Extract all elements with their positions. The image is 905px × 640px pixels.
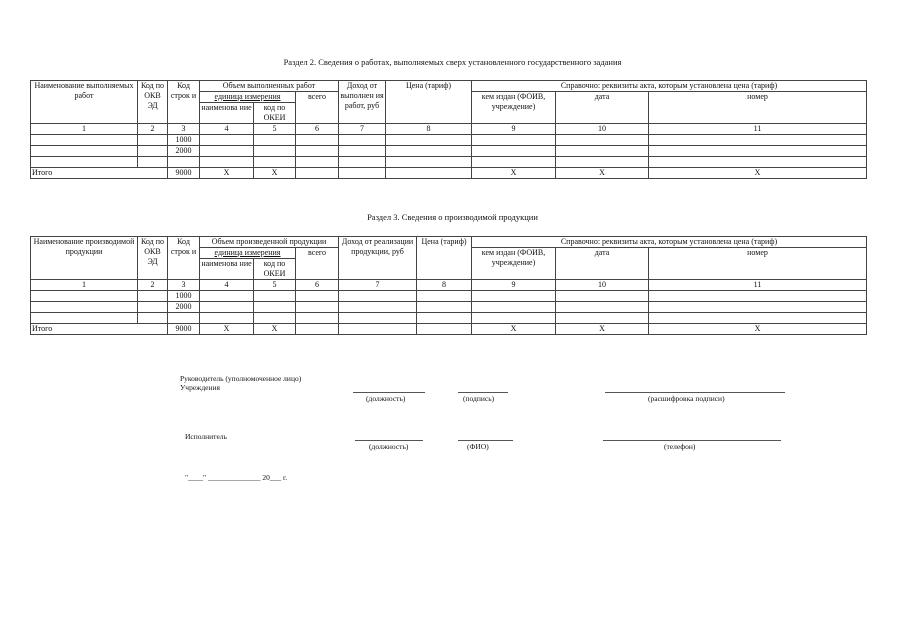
head-label-line2: Учреждения	[180, 383, 220, 392]
row-code	[168, 313, 200, 324]
col-header-reference: Справочно: реквизиты акта, которым установлена цена (тариф)	[472, 237, 867, 248]
col-num: 3	[168, 280, 200, 291]
phone-line	[603, 440, 781, 441]
col-header-unit: единица измерения	[200, 248, 296, 259]
col-num: 8	[386, 124, 472, 135]
total-row	[31, 324, 867, 335]
total-mark: X	[200, 324, 254, 335]
col-header-unit-name: наименова ние	[200, 259, 254, 280]
total-code: 9000	[168, 324, 200, 335]
column-numbers-row	[31, 280, 867, 291]
position-caption: (должность)	[366, 394, 406, 403]
total-mark: X	[200, 168, 254, 179]
col-header-date: дата	[556, 248, 649, 280]
col-header-volume: Объем произведенной продукции	[200, 237, 339, 248]
col-header-okved: Код по ОКВ ЭД	[138, 237, 168, 280]
row-code: 2000	[168, 302, 200, 313]
total-mark: X	[649, 168, 867, 179]
position2-line	[355, 440, 423, 441]
date-line: "____" ______________ 20___ г.	[185, 473, 288, 482]
col-header-reference: Справочно: реквизиты акта, которым установлена цена (тариф)	[472, 81, 867, 92]
table-row	[31, 313, 867, 324]
col-header-date: дата	[556, 92, 649, 124]
col-header-name: Наименование выполняемых работ	[31, 81, 138, 124]
col-header-volume: Объем выполненных работ	[200, 81, 339, 92]
total-mark: X	[556, 168, 649, 179]
col-header-number: номер	[649, 248, 867, 280]
col-header-issuer: кем издан (ФОИВ, учреждение)	[472, 92, 556, 124]
table-row	[31, 157, 867, 168]
total-row	[31, 168, 867, 179]
table-row	[31, 146, 867, 157]
decoding-caption: (расшифровка подписи)	[648, 394, 725, 403]
col-header-unit-code: код по ОКЕИ	[254, 103, 296, 124]
section2-table	[30, 80, 867, 179]
col-num: 5	[254, 280, 296, 291]
row-code	[168, 157, 200, 168]
total-label: Итого	[31, 168, 168, 179]
col-num: 3	[168, 124, 200, 135]
col-header-issuer: кем издан (ФОИВ, учреждение)	[472, 248, 556, 280]
signature-caption: (подпись)	[463, 394, 495, 403]
col-num: 1	[31, 124, 138, 135]
col-num: 6	[296, 124, 339, 135]
table-row	[31, 291, 867, 302]
col-header-okved: Код по ОКВ ЭД	[138, 81, 168, 124]
head-label-line1: Руководитель (уполномоченное лицо)	[180, 374, 302, 383]
total-mark: X	[649, 324, 867, 335]
col-num: 11	[649, 124, 867, 135]
col-num: 9	[472, 124, 556, 135]
col-num: 7	[339, 124, 386, 135]
table-row	[31, 135, 867, 146]
col-num: 9	[472, 280, 556, 291]
col-num: 10	[556, 124, 649, 135]
col-header-total: всего	[296, 248, 339, 280]
col-header-name: Наименование производимой продукции	[31, 237, 138, 280]
col-num: 2	[138, 124, 168, 135]
col-header-income: Доход от выполнен ия работ, руб	[339, 81, 386, 124]
col-header-number: номер	[649, 92, 867, 124]
col-header-total: всего	[296, 92, 339, 124]
total-label: Итого	[31, 324, 168, 335]
section2-title: Раздел 2. Сведения о работах, выполняемых сверх установленного государственного задания	[283, 57, 622, 67]
executor-label: Исполнитель	[185, 432, 227, 441]
section3-table	[30, 236, 867, 335]
decoding-line	[605, 392, 785, 393]
total-mark: X	[472, 168, 556, 179]
col-header-unit-code: код по ОКЕИ	[254, 259, 296, 280]
section3-title: Раздел 3. Сведения о производимой продукции	[367, 212, 538, 222]
fio-line	[458, 440, 513, 441]
col-header-row-code: Код строк и	[168, 237, 200, 280]
col-num: 4	[200, 280, 254, 291]
col-num: 10	[556, 280, 649, 291]
col-num: 5	[254, 124, 296, 135]
col-num: 1	[31, 280, 138, 291]
fio-caption: (ФИО)	[467, 442, 489, 451]
col-header-unit-name: наименова ние	[200, 103, 254, 124]
total-mark: X	[254, 168, 296, 179]
position2-caption: (должность)	[369, 442, 409, 451]
col-header-price: Цена (тариф)	[417, 237, 472, 280]
total-code: 9000	[168, 168, 200, 179]
total-mark: X	[556, 324, 649, 335]
row-code: 2000	[168, 146, 200, 157]
col-num: 2	[138, 280, 168, 291]
col-num: 6	[296, 280, 339, 291]
col-header-row-code: Код строк и	[168, 81, 200, 124]
column-numbers-row	[31, 124, 867, 135]
col-header-unit: единица измерения	[200, 92, 296, 103]
col-header-price: Цена (тариф)	[386, 81, 472, 124]
phone-caption: (телефон)	[664, 442, 696, 451]
position-line	[353, 392, 425, 393]
table-row	[31, 302, 867, 313]
col-num: 4	[200, 124, 254, 135]
row-code: 1000	[168, 135, 200, 146]
total-mark: X	[472, 324, 556, 335]
col-header-income: Доход от реализации продукции, руб	[339, 237, 417, 280]
row-code: 1000	[168, 291, 200, 302]
col-num: 8	[417, 280, 472, 291]
signature-line	[458, 392, 508, 393]
col-num: 7	[339, 280, 417, 291]
col-num: 11	[649, 280, 867, 291]
total-mark: X	[254, 324, 296, 335]
